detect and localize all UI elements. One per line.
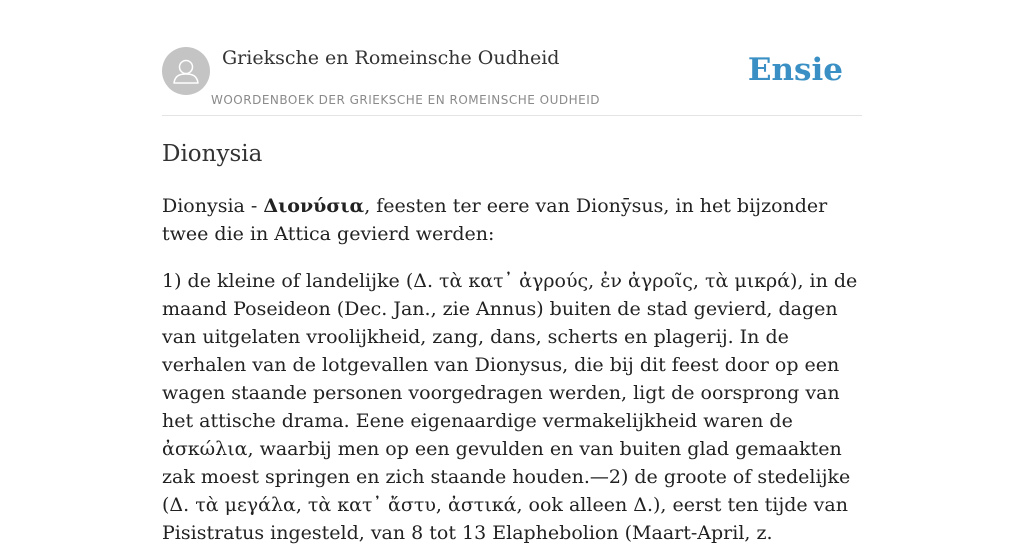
- article-paragraph-intro: [162, 192, 864, 248]
- ensie-logo[interactable]: Ensie: [747, 52, 843, 88]
- article: [162, 138, 864, 547]
- book-title-link[interactable]: Grieksche en Romeinsche Oudheid: [222, 47, 560, 69]
- book-subtitle: WOORDENBOEK DER GRIEKSCHE EN ROMEINSCHE OUDHEID: [211, 93, 601, 107]
- avatar-graphic: [162, 47, 210, 95]
- intro-term: Dionysia -: [162, 195, 264, 217]
- article-paragraph-body: 1) de kleine of landelijke (Δ. τὰ κατ᾽ ἀγρούς, ἐν ἀγροῖς, τὰ μικρά), in de maand Poseideon (Dec. Jan., zie Annus) buiten de stad gevierd, dagen van uitgelaten vroolijkheid, zang, dans, scherts en plagerij. In de verhalen van de lotgevallen van Dionysus, die bij dit feest door op een wagen staande personen voorgedragen werden, ligt de oorsprong van het attische drama. Eene eigenaardige vermakelijkheid waren de ἀσκώλια, waarbij men op een gevulden en van buiten glad gemaakten zak moest springen en zich staande houden.—2) de groote of stedelijke (Δ. τὰ μεγάλα, τὰ κατ᾽ ἄστυ, ἀστικά, ook alleen Δ.), eerst ten tijde van Pisistratus ingesteld, van 8 tot 13 Elaphebolion (Maart-April, z.: [162, 270, 858, 544]
- page-title: Dionysia: [162, 141, 263, 167]
- header: [162, 46, 862, 116]
- intro-greek-term: Διονύσια: [263, 195, 365, 217]
- user-icon[interactable]: [162, 47, 210, 95]
- intro-text: , feesten ter eere van Dionȳsus, in het bijzonder twee die in Attica gevierd werden:: [162, 195, 828, 245]
